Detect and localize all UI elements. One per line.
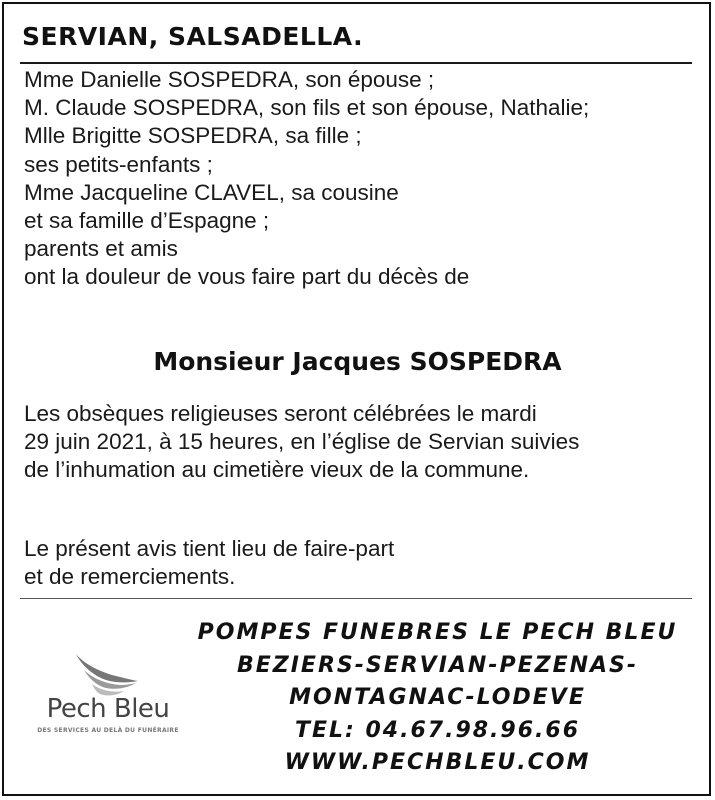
family-line: ses petits-enfants ; bbox=[24, 151, 213, 177]
family-line: ont la douleur de vous faire part du décès de bbox=[24, 264, 470, 290]
top-divider bbox=[20, 62, 692, 64]
notice-heading: SERVIAN, SALSADELLA. bbox=[22, 22, 364, 51]
family-line: Mme Danielle SOSPEDRA, son épouse ; bbox=[24, 67, 435, 92]
notice-line: Le présent avis tient lieu de faire-part bbox=[24, 536, 395, 561]
logo-tagline: DES SERVICES AU DELÀ DU FUNÉRAIRE bbox=[37, 727, 179, 734]
funeral-line: 29 juin 2021, à 15 heures, en l’église de Servian suivies bbox=[24, 429, 580, 455]
bottom-divider bbox=[20, 598, 692, 599]
funeral-line: Les obsèques religieuses seront célébrées le mardi bbox=[24, 401, 537, 426]
wings-icon bbox=[70, 650, 140, 698]
company-name: POMPES FUNEBRES LE PECH BLEU bbox=[197, 620, 678, 645]
family-line: Mlle Brigitte SOSPEDRA, sa fille ; bbox=[24, 123, 362, 149]
company-locations: MONTAGNAC-LODEVE bbox=[289, 685, 586, 710]
company-website: WWW.PECHBLEU.COM bbox=[284, 750, 591, 775]
family-line: parents et amis bbox=[24, 236, 178, 262]
pech-bleu-logo bbox=[22, 650, 194, 740]
deceased-name: Monsieur Jacques SOSPEDRA bbox=[153, 347, 562, 376]
funeral-paragraph bbox=[24, 400, 579, 485]
company-block bbox=[180, 617, 695, 780]
funeral-line: de l’inhumation au cimetière vieux de la commune. bbox=[24, 457, 530, 483]
family-list bbox=[24, 66, 589, 292]
logo-name: Pech Bleu bbox=[46, 694, 170, 724]
family-line: Mme Jacqueline CLAVEL, sa cousine bbox=[24, 179, 399, 205]
notice-line: et de remerciements. bbox=[24, 564, 236, 590]
family-line: et sa famille d’Espagne ; bbox=[24, 208, 270, 234]
company-phone: TEL: 04.67.98.96.66 bbox=[294, 717, 581, 743]
company-locations: BEZIERS-SERVIAN-PEZENAS- bbox=[236, 652, 639, 678]
family-line: M. Claude SOSPEDRA, son fils et son épouse, Nathalie; bbox=[24, 95, 590, 121]
notice-paragraph bbox=[24, 535, 394, 591]
